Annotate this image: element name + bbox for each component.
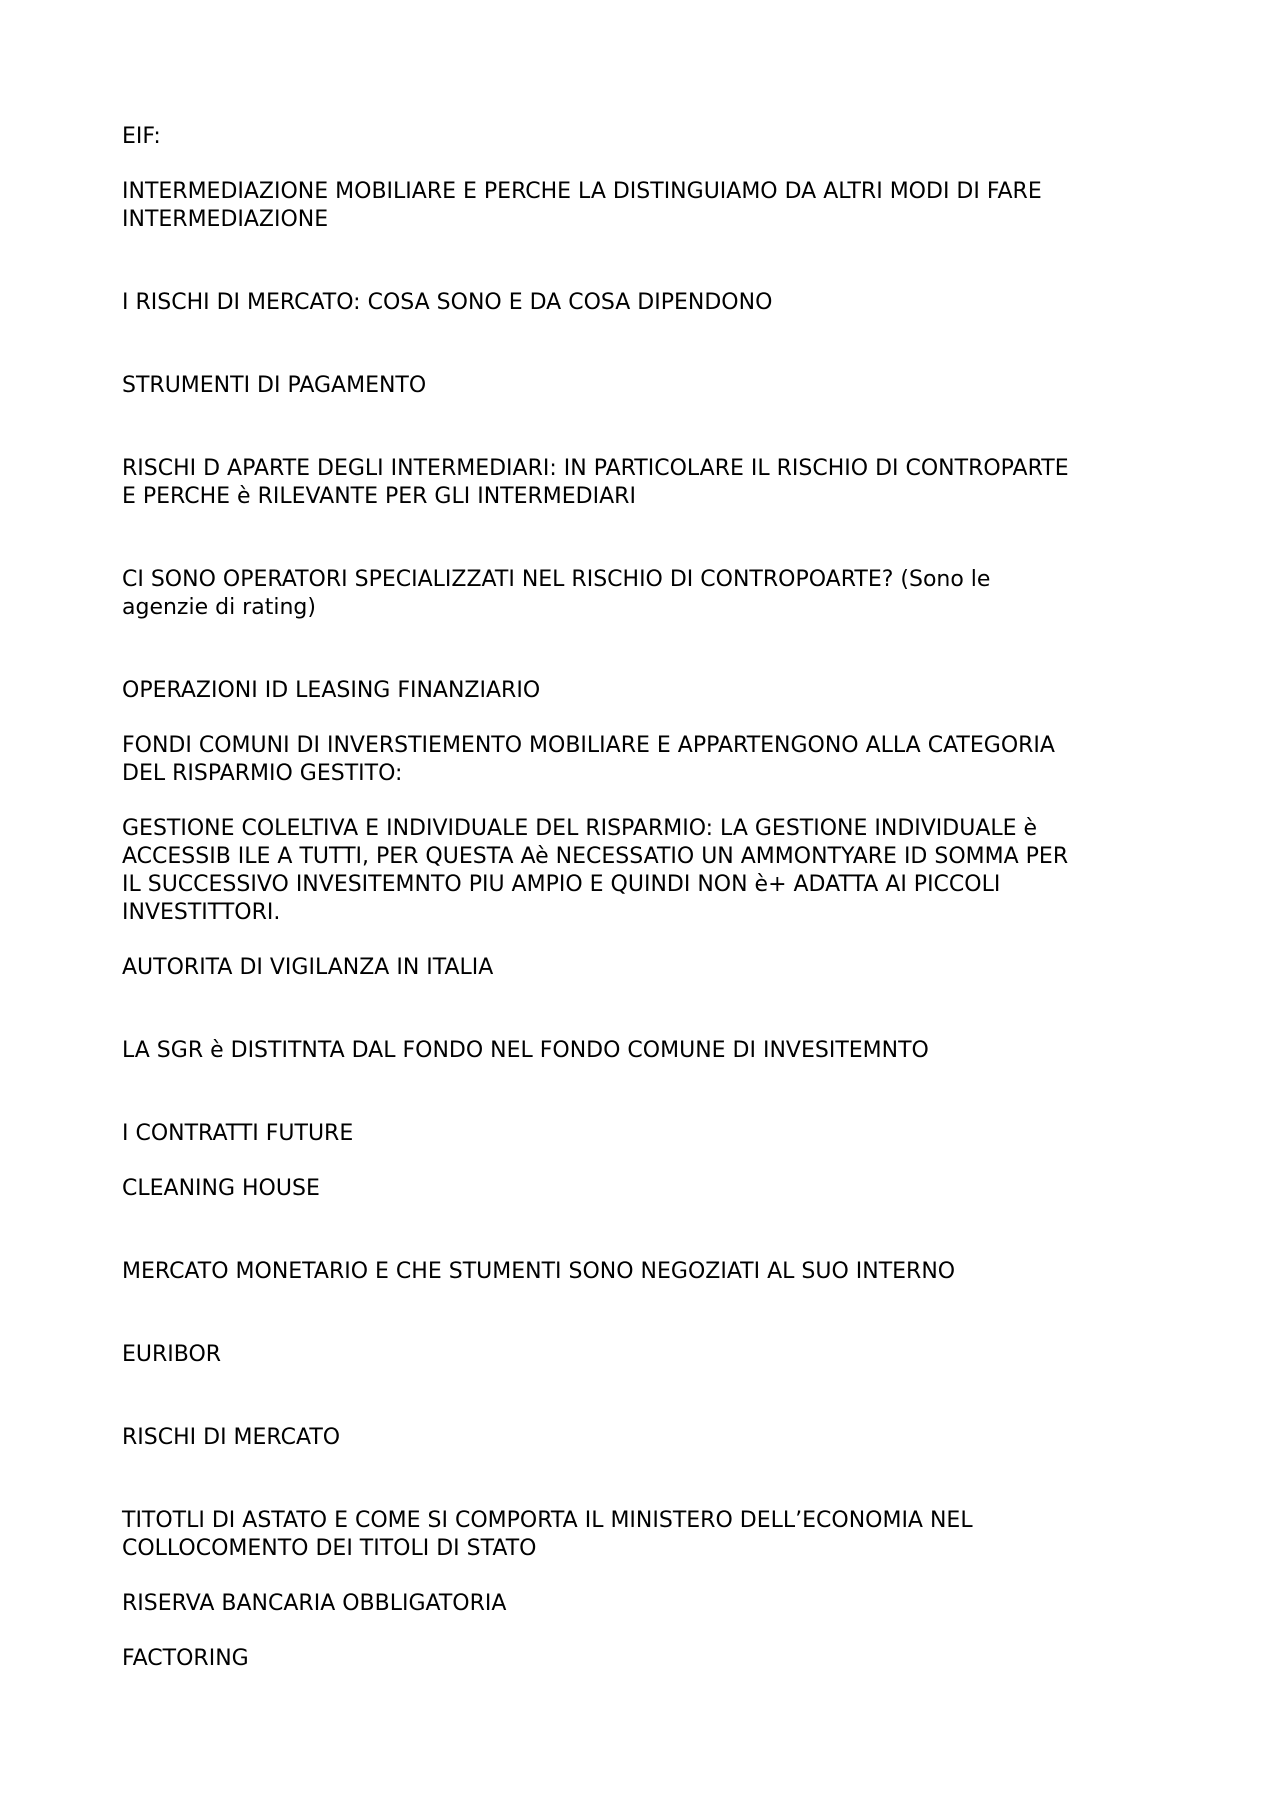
text-line: agenzie di rating) <box>122 595 316 620</box>
text-line: AUTORITA DI VIGILANZA IN ITALIA <box>122 955 494 980</box>
text-line: EURIBOR <box>122 1342 222 1367</box>
document-heading: EIF: <box>122 124 161 149</box>
text-line: MERCATO MONETARIO E CHE STUMENTI SONO NEGOZIATI AL SUO INTERNO <box>122 1259 956 1284</box>
text-line: GESTIONE COLELTIVA E INDIVIDUALE DEL RISPARMIO: LA GESTIONE INDIVIDUALE è <box>122 816 1038 841</box>
text-line: RISCHI D APARTE DEGLI INTERMEDIARI: IN PARTICOLARE IL RISCHIO DI CONTROPARTE <box>122 456 1069 481</box>
text-line: FONDI COMUNI DI INVERSTIEMENTO MOBILIARE E APPARTENGONO ALLA CATEGORIA <box>122 733 1055 758</box>
text-line: COLLOCOMENTO DEI TITOLI DI STATO <box>122 1536 537 1561</box>
text-line: STRUMENTI DI PAGAMENTO <box>122 373 427 398</box>
text-line: INTERMEDIAZIONE <box>122 207 329 232</box>
text-line: INVESTITTORI. <box>122 900 281 925</box>
text-line: LA SGR è DISTITNTA DAL FONDO NEL FONDO COMUNE DI INVESITEMNTO <box>122 1038 929 1063</box>
text-line: CLEANING HOUSE <box>122 1176 320 1201</box>
text-line: I CONTRATTI FUTURE <box>122 1121 354 1146</box>
text-line: CI SONO OPERATORI SPECIALIZZATI NEL RISCHIO DI CONTROPOARTE? (Sono le <box>122 567 991 592</box>
text-line: RISERVA BANCARIA OBBLIGATORIA <box>122 1591 507 1616</box>
text-line: OPERAZIONI ID LEASING FINANZIARIO <box>122 678 541 703</box>
text-line: I RISCHI DI MERCATO: COSA SONO E DA COSA DIPENDONO <box>122 290 773 315</box>
text-line: INTERMEDIAZIONE MOBILIARE E PERCHE LA DISTINGUIAMO DA ALTRI MODI DI FARE <box>122 179 1042 204</box>
text-line: IL SUCCESSIVO INVESITEMNTO PIU AMPIO E QUINDI NON è+ ADATTA AI PICCOLI <box>122 872 1001 897</box>
text-line: E PERCHE è RILEVANTE PER GLI INTERMEDIARI <box>122 484 636 509</box>
text-line: ACCESSIB ILE A TUTTI, PER QUESTA Aè NECESSATIO UN AMMONTYARE ID SOMMA PER <box>122 844 1069 869</box>
text-line: RISCHI DI MERCATO <box>122 1425 341 1450</box>
text-line: TITOTLI DI ASTATO E COME SI COMPORTA IL MINISTERO DELL’ECONOMIA NEL <box>122 1508 973 1533</box>
text-line: DEL RISPARMIO GESTITO: <box>122 761 403 786</box>
text-line: FACTORING <box>122 1646 249 1671</box>
